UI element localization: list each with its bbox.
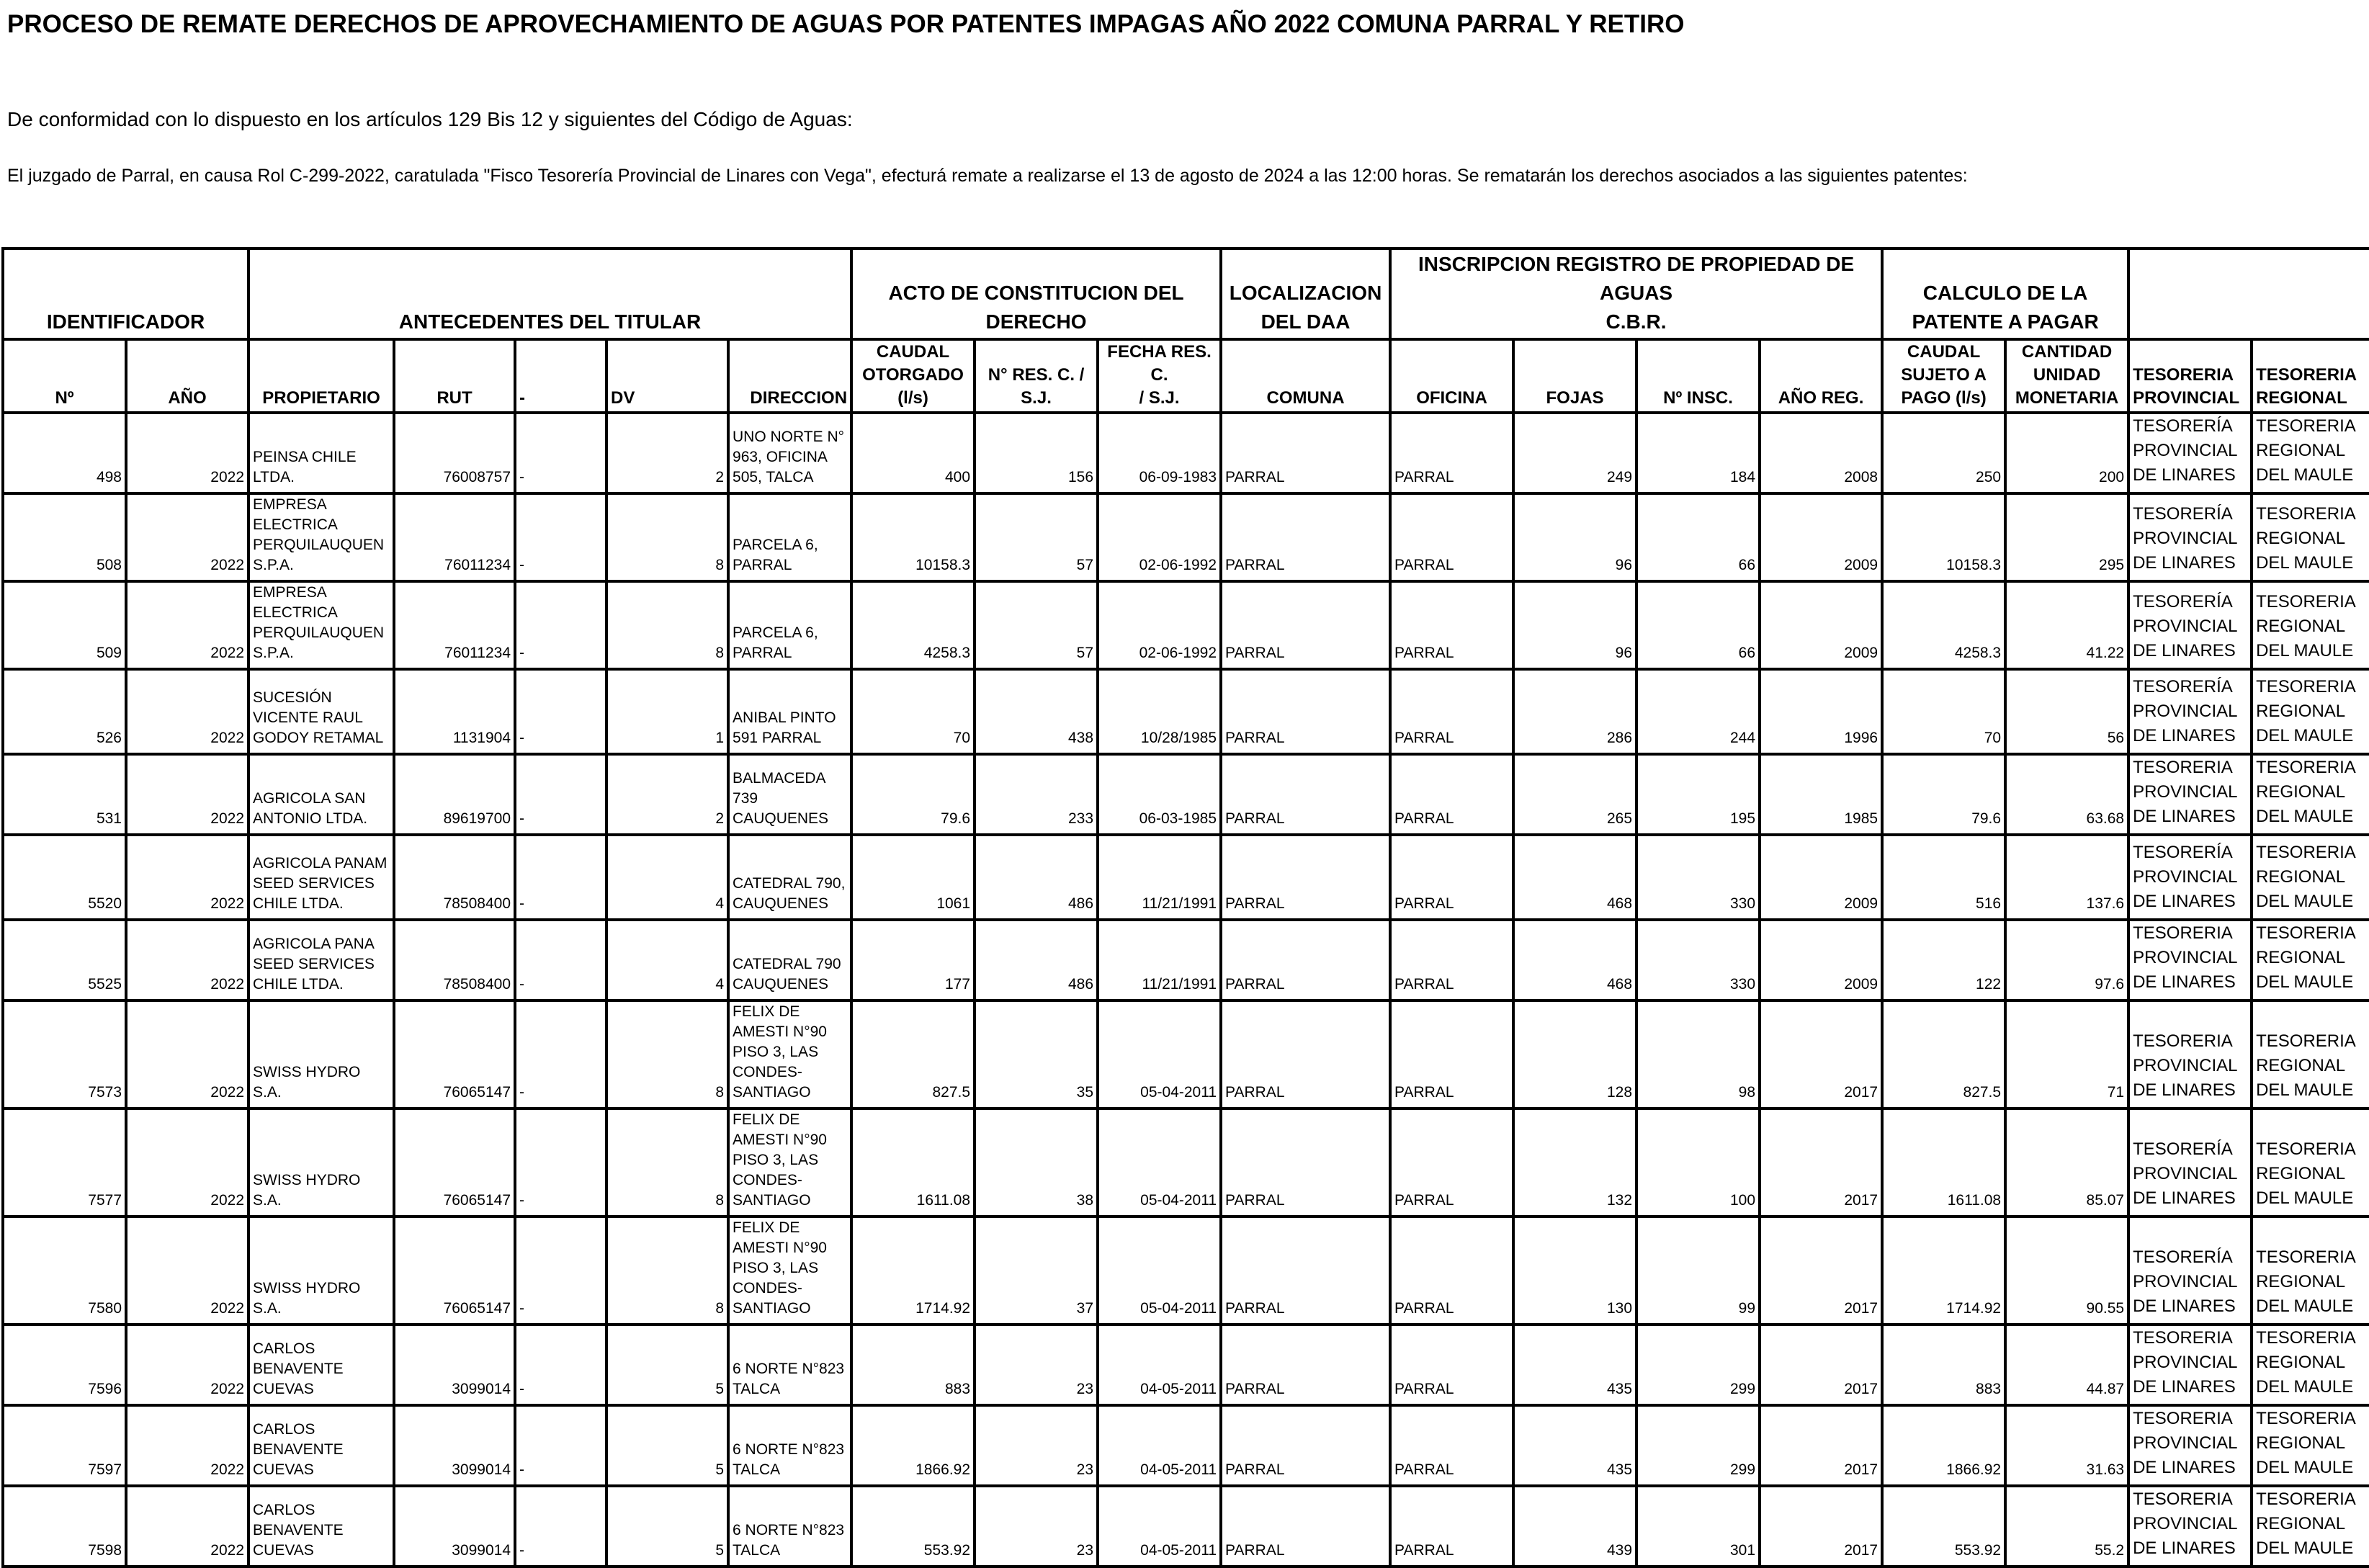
cell-rut: 78508400 — [394, 920, 515, 1000]
cell-res: 23 — [975, 1486, 1098, 1567]
cell-caudal: 1611.08 — [851, 1108, 975, 1217]
cell-oficina: PARRAL — [1390, 1000, 1513, 1108]
cell-tes-prov: TESORERIA PROVINCIAL DE LINARES — [2128, 1405, 2252, 1486]
cell-insc: 184 — [1636, 413, 1760, 493]
cell-sujeto: 10158.3 — [1882, 493, 2005, 581]
cell-numero: 7598 — [3, 1486, 126, 1567]
col-rut: RUT — [394, 339, 515, 413]
cell-numero: 5520 — [3, 835, 126, 920]
cell-caudal: 177 — [851, 920, 975, 1000]
table-row — [3, 1217, 2369, 1325]
cell-tes-prov: TESORERÍA PROVINCIAL DE LINARES — [2128, 1108, 2252, 1217]
cell-insc: 99 — [1636, 1217, 1760, 1325]
table-row — [3, 1325, 2369, 1405]
col-anio-reg: AÑO REG. — [1760, 339, 1882, 413]
cell-cantidad: 31.63 — [2005, 1405, 2128, 1486]
cell-direccion: ANIBAL PINTO 591 PARRAL — [728, 669, 851, 754]
cell-caudal: 827.5 — [851, 1000, 975, 1108]
cell-numero: 508 — [3, 493, 126, 581]
cell-fecha: 04-05-2011 — [1098, 1486, 1221, 1567]
cell-guion: - — [515, 1486, 606, 1567]
cell-fojas: 439 — [1513, 1486, 1636, 1567]
cell-res: 233 — [975, 754, 1098, 835]
cell-fecha: 02-06-1992 — [1098, 493, 1221, 581]
table-body — [3, 413, 2369, 1567]
cell-insc: 100 — [1636, 1108, 1760, 1217]
cell-cantidad: 200 — [2005, 413, 2128, 493]
cell-insc: 66 — [1636, 493, 1760, 581]
cell-oficina: PARRAL — [1390, 413, 1513, 493]
cell-anio-reg: 2017 — [1760, 1217, 1882, 1325]
cell-cantidad: 71 — [2005, 1000, 2128, 1108]
cell-sujeto: 827.5 — [1882, 1000, 2005, 1108]
cell-anio-reg: 2008 — [1760, 413, 1882, 493]
cell-tes-reg: TESORERIA REGIONAL DEL MAULE — [2252, 835, 2369, 920]
cell-rut: 76008757 — [394, 413, 515, 493]
cell-anio: 2022 — [126, 835, 248, 920]
cell-anio: 2022 — [126, 581, 248, 669]
group-inscripcion: INSCRIPCION REGISTRO DE PROPIEDAD DE AGUAS C.B.R. — [1390, 248, 1882, 339]
cell-propietario: SWISS HYDRO S.A. — [248, 1217, 394, 1325]
cell-dv: 2 — [606, 754, 728, 835]
cell-propietario: AGRICOLA SAN ANTONIO LTDA. — [248, 754, 394, 835]
cell-guion: - — [515, 493, 606, 581]
cell-dv: 1 — [606, 669, 728, 754]
cell-rut: 76011234 — [394, 493, 515, 581]
cell-fojas: 96 — [1513, 581, 1636, 669]
col-propietario: PROPIETARIO — [248, 339, 394, 413]
cell-insc: 330 — [1636, 835, 1760, 920]
cell-rut: 76011234 — [394, 581, 515, 669]
cell-guion: - — [515, 581, 606, 669]
cell-oficina: PARRAL — [1390, 581, 1513, 669]
cell-tes-reg: TESORERIA REGIONAL DEL MAULE — [2252, 1325, 2369, 1405]
cell-tes-reg: TESORERIA REGIONAL DEL MAULE — [2252, 581, 2369, 669]
cell-dv: 4 — [606, 835, 728, 920]
table-row — [3, 835, 2369, 920]
cell-fojas: 286 — [1513, 669, 1636, 754]
cell-propietario: EMPRESA ELECTRICA PERQUILAUQUEN S.P.A. — [248, 581, 394, 669]
cell-anio-reg: 2017 — [1760, 1405, 1882, 1486]
cell-direccion: PARCELA 6, PARRAL — [728, 581, 851, 669]
group-acto-constitucion: ACTO DE CONSTITUCION DEL DERECHO — [851, 248, 1221, 339]
cell-cantidad: 63.68 — [2005, 754, 2128, 835]
cell-sujeto: 516 — [1882, 835, 2005, 920]
cell-direccion: FELIX DE AMESTI N°90 PISO 3, LAS CONDES-SANTIAGO — [728, 1108, 851, 1217]
cell-res: 35 — [975, 1000, 1098, 1108]
cell-res: 438 — [975, 669, 1098, 754]
intro-paragraph: De conformidad con lo dispuesto en los artículos 129 Bis 12 y siguientes del Código de Aguas: — [7, 108, 853, 130]
table-row — [3, 581, 2369, 669]
cell-tes-prov: TESORERÍA PROVINCIAL DE LINARES — [2128, 669, 2252, 754]
cell-guion: - — [515, 669, 606, 754]
col-insc: Nº INSC. — [1636, 339, 1760, 413]
col-anio: AÑO — [126, 339, 248, 413]
cell-direccion: 6 NORTE N°823 TALCA — [728, 1325, 851, 1405]
cell-dv: 8 — [606, 1000, 728, 1108]
cell-dv: 8 — [606, 581, 728, 669]
cell-rut: 3099014 — [394, 1486, 515, 1567]
cell-comuna: PARRAL — [1221, 1405, 1390, 1486]
col-comuna: COMUNA — [1221, 339, 1390, 413]
cell-caudal: 10158.3 — [851, 493, 975, 581]
cell-guion: - — [515, 1325, 606, 1405]
cell-propietario: PEINSA CHILE LTDA. — [248, 413, 394, 493]
cell-dv: 5 — [606, 1405, 728, 1486]
col-tesoreria-provincial: TESORERIA PROVINCIAL — [2128, 339, 2252, 413]
cell-fecha: 05-04-2011 — [1098, 1108, 1221, 1217]
cell-anio: 2022 — [126, 1108, 248, 1217]
cell-tes-prov: TESORERIA PROVINCIAL DE LINARES — [2128, 1486, 2252, 1567]
cell-oficina: PARRAL — [1390, 493, 1513, 581]
group-localizacion: LOCALIZACION DEL DAA — [1221, 248, 1390, 339]
cell-dv: 8 — [606, 493, 728, 581]
table-row — [3, 1405, 2369, 1486]
cell-oficina: PARRAL — [1390, 754, 1513, 835]
col-fojas: FOJAS — [1513, 339, 1636, 413]
col-numero: Nº — [3, 339, 126, 413]
cell-fojas: 249 — [1513, 413, 1636, 493]
cell-rut: 76065147 — [394, 1217, 515, 1325]
cell-caudal: 1714.92 — [851, 1217, 975, 1325]
cell-res: 57 — [975, 493, 1098, 581]
cell-rut: 78508400 — [394, 835, 515, 920]
cell-fojas: 435 — [1513, 1325, 1636, 1405]
header-column-row — [3, 339, 2369, 413]
table-row — [3, 413, 2369, 493]
cell-guion: - — [515, 1000, 606, 1108]
cell-direccion: BALMACEDA 739 CAUQUENES — [728, 754, 851, 835]
cell-cantidad: 137.6 — [2005, 835, 2128, 920]
cell-sujeto: 250 — [1882, 413, 2005, 493]
cell-guion: - — [515, 835, 606, 920]
cell-numero: 531 — [3, 754, 126, 835]
patents-table — [1, 247, 2369, 1568]
col-caudal-otorgado: CAUDAL OTORGADO (l/s) — [851, 339, 975, 413]
cell-caudal: 1866.92 — [851, 1405, 975, 1486]
cell-rut: 3099014 — [394, 1405, 515, 1486]
cell-cantidad: 97.6 — [2005, 920, 2128, 1000]
table-row — [3, 754, 2369, 835]
cell-rut: 89619700 — [394, 754, 515, 835]
cell-guion: - — [515, 1108, 606, 1217]
cell-guion: - — [515, 413, 606, 493]
cell-sujeto: 4258.3 — [1882, 581, 2005, 669]
cell-res: 23 — [975, 1405, 1098, 1486]
cell-numero: 7596 — [3, 1325, 126, 1405]
cell-tes-prov: TESORERÍA PROVINCIAL DE LINARES — [2128, 835, 2252, 920]
cell-fojas: 128 — [1513, 1000, 1636, 1108]
cell-cantidad: 295 — [2005, 493, 2128, 581]
cell-sujeto: 1611.08 — [1882, 1108, 2005, 1217]
cell-comuna: PARRAL — [1221, 1217, 1390, 1325]
cell-caudal: 70 — [851, 669, 975, 754]
cell-insc: 195 — [1636, 754, 1760, 835]
col-direccion: DIRECCION — [728, 339, 851, 413]
cell-anio-reg: 1985 — [1760, 754, 1882, 835]
cell-tes-reg: TESORERIA REGIONAL DEL MAULE — [2252, 1108, 2369, 1217]
cell-anio-reg: 2017 — [1760, 1486, 1882, 1567]
cell-tes-reg: TESORERIA REGIONAL DEL MAULE — [2252, 669, 2369, 754]
cell-res: 57 — [975, 581, 1098, 669]
cell-comuna: PARRAL — [1221, 920, 1390, 1000]
table-row — [3, 1108, 2369, 1217]
cell-propietario: EMPRESA ELECTRICA PERQUILAUQUEN S.P.A. — [248, 493, 394, 581]
col-oficina: OFICINA — [1390, 339, 1513, 413]
cell-numero: 7577 — [3, 1108, 126, 1217]
cell-rut: 76065147 — [394, 1108, 515, 1217]
cell-tes-prov: TESORERÍA PROVINCIAL DE LINARES — [2128, 493, 2252, 581]
cell-fecha: 11/21/1991 — [1098, 920, 1221, 1000]
table-row — [3, 920, 2369, 1000]
cell-anio-reg: 2017 — [1760, 1108, 1882, 1217]
cell-dv: 8 — [606, 1108, 728, 1217]
cell-direccion: 6 NORTE N°823 TALCA — [728, 1405, 851, 1486]
cell-fojas: 96 — [1513, 493, 1636, 581]
cell-tes-reg: TESORERIA REGIONAL DEL MAULE — [2252, 920, 2369, 1000]
cell-tes-reg: TESORERIA REGIONAL DEL MAULE — [2252, 493, 2369, 581]
cell-oficina: PARRAL — [1390, 920, 1513, 1000]
cell-tes-reg: TESORERIA REGIONAL DEL MAULE — [2252, 1405, 2369, 1486]
cell-oficina: PARRAL — [1390, 835, 1513, 920]
cell-anio-reg: 2009 — [1760, 581, 1882, 669]
cell-rut: 76065147 — [394, 1000, 515, 1108]
cell-cantidad: 41.22 — [2005, 581, 2128, 669]
cell-tes-reg: TESORERIA REGIONAL DEL MAULE — [2252, 1000, 2369, 1108]
cell-oficina: PARRAL — [1390, 1486, 1513, 1567]
cell-propietario: AGRICOLA PANAM SEED SERVICES CHILE LTDA. — [248, 835, 394, 920]
cell-tes-prov: TESORERIA PROVINCIAL DE LINARES — [2128, 1000, 2252, 1108]
cell-comuna: PARRAL — [1221, 1486, 1390, 1567]
cell-direccion: CATEDRAL 790, CAUQUENES — [728, 835, 851, 920]
cell-sujeto: 553.92 — [1882, 1486, 2005, 1567]
cell-tes-prov: TESORERÍA PROVINCIAL DE LINARES — [2128, 581, 2252, 669]
cell-numero: 526 — [3, 669, 126, 754]
cell-tes-prov: TESORERIA PROVINCIAL DE LINARES — [2128, 1325, 2252, 1405]
cell-numero: 7597 — [3, 1405, 126, 1486]
cell-res: 23 — [975, 1325, 1098, 1405]
cell-guion: - — [515, 754, 606, 835]
cell-tes-reg: TESORERIA REGIONAL DEL MAULE — [2252, 413, 2369, 493]
table-row — [3, 493, 2369, 581]
cell-fojas: 130 — [1513, 1217, 1636, 1325]
cell-anio: 2022 — [126, 1405, 248, 1486]
cell-anio: 2022 — [126, 754, 248, 835]
cell-comuna: PARRAL — [1221, 493, 1390, 581]
cell-anio-reg: 2009 — [1760, 920, 1882, 1000]
cell-insc: 299 — [1636, 1405, 1760, 1486]
cell-dv: 8 — [606, 1217, 728, 1325]
cell-anio: 2022 — [126, 669, 248, 754]
group-tesoreria-empty — [2128, 248, 2369, 339]
table-row — [3, 1000, 2369, 1108]
cell-direccion: 6 NORTE N°823 TALCA — [728, 1486, 851, 1567]
header-group-row — [3, 248, 2369, 339]
cell-anio-reg: 2017 — [1760, 1325, 1882, 1405]
cell-caudal: 553.92 — [851, 1486, 975, 1567]
cell-direccion: PARCELA 6, PARRAL — [728, 493, 851, 581]
cell-cantidad: 44.87 — [2005, 1325, 2128, 1405]
col-tesoreria-regional: TESORERIA REGIONAL — [2252, 339, 2369, 413]
cell-propietario: SUCESIÓN VICENTE RAUL GODOY RETAMAL — [248, 669, 394, 754]
cell-caudal: 400 — [851, 413, 975, 493]
cell-rut: 3099014 — [394, 1325, 515, 1405]
cell-fecha: 02-06-1992 — [1098, 581, 1221, 669]
cell-oficina: PARRAL — [1390, 1108, 1513, 1217]
col-res: N° RES. C. / S.J. — [975, 339, 1098, 413]
cell-dv: 2 — [606, 413, 728, 493]
cell-cantidad: 90.55 — [2005, 1217, 2128, 1325]
group-calculo-patente: CALCULO DE LA PATENTE A PAGAR — [1882, 248, 2128, 339]
cell-numero: 498 — [3, 413, 126, 493]
cell-sujeto: 1866.92 — [1882, 1405, 2005, 1486]
cell-res: 486 — [975, 920, 1098, 1000]
cell-guion: - — [515, 1405, 606, 1486]
cell-caudal: 4258.3 — [851, 581, 975, 669]
cell-dv: 4 — [606, 920, 728, 1000]
col-guion: - — [515, 339, 606, 413]
cell-fecha: 04-05-2011 — [1098, 1405, 1221, 1486]
cell-anio-reg: 1996 — [1760, 669, 1882, 754]
cell-fecha: 05-04-2011 — [1098, 1000, 1221, 1108]
col-caudal-sujeto: CAUDAL SUJETO A PAGO (l/s) — [1882, 339, 2005, 413]
cell-direccion: FELIX DE AMESTI N°90 PISO 3, LAS CONDES-SANTIAGO — [728, 1000, 851, 1108]
cell-fecha: 04-05-2011 — [1098, 1325, 1221, 1405]
cell-cantidad: 85.07 — [2005, 1108, 2128, 1217]
cell-guion: - — [515, 920, 606, 1000]
cell-fecha: 11/21/1991 — [1098, 835, 1221, 920]
cell-fojas: 435 — [1513, 1405, 1636, 1486]
cell-propietario: SWISS HYDRO S.A. — [248, 1000, 394, 1108]
cell-res: 156 — [975, 413, 1098, 493]
cell-numero: 7580 — [3, 1217, 126, 1325]
cell-anio: 2022 — [126, 1325, 248, 1405]
cell-tes-reg: TESORERIA REGIONAL DEL MAULE — [2252, 754, 2369, 835]
cell-comuna: PARRAL — [1221, 1000, 1390, 1108]
cell-comuna: PARRAL — [1221, 1325, 1390, 1405]
cell-oficina: PARRAL — [1390, 1217, 1513, 1325]
cell-insc: 301 — [1636, 1486, 1760, 1567]
col-cantidad-unidad: CANTIDAD UNIDAD MONETARIA — [2005, 339, 2128, 413]
cell-propietario: CARLOS BENAVENTE CUEVAS — [248, 1405, 394, 1486]
cell-caudal: 79.6 — [851, 754, 975, 835]
cell-insc: 244 — [1636, 669, 1760, 754]
cell-res: 38 — [975, 1108, 1098, 1217]
cell-sujeto: 70 — [1882, 669, 2005, 754]
cell-dv: 5 — [606, 1325, 728, 1405]
cell-anio: 2022 — [126, 413, 248, 493]
cell-fojas: 132 — [1513, 1108, 1636, 1217]
cell-anio: 2022 — [126, 1217, 248, 1325]
cell-cantidad: 55.2 — [2005, 1486, 2128, 1567]
cell-fecha: 05-04-2011 — [1098, 1217, 1221, 1325]
cell-anio: 2022 — [126, 1486, 248, 1567]
cell-tes-prov: TESORERÍA PROVINCIAL DE LINARES — [2128, 1217, 2252, 1325]
auction-notice-paragraph: El juzgado de Parral, en causa Rol C-299-2022, caratulada "Fisco Tesorería Provincial de Linares con Vega", efecturá remate a realizarse el 13 de agosto de 2024 a las 12:00 horas. Se rematarán los derechos asociados a las siguientes patentes: — [7, 166, 1968, 186]
cell-oficina: PARRAL — [1390, 669, 1513, 754]
cell-res: 486 — [975, 835, 1098, 920]
cell-fojas: 468 — [1513, 920, 1636, 1000]
cell-sujeto: 883 — [1882, 1325, 2005, 1405]
cell-propietario: AGRICOLA PANA SEED SERVICES CHILE LTDA. — [248, 920, 394, 1000]
cell-comuna: PARRAL — [1221, 581, 1390, 669]
cell-propietario: SWISS HYDRO S.A. — [248, 1108, 394, 1217]
cell-direccion: CATEDRAL 790 CAUQUENES — [728, 920, 851, 1000]
cell-sujeto: 1714.92 — [1882, 1217, 2005, 1325]
cell-fecha: 06-09-1983 — [1098, 413, 1221, 493]
cell-anio-reg: 2009 — [1760, 835, 1882, 920]
cell-oficina: PARRAL — [1390, 1405, 1513, 1486]
cell-tes-reg: TESORERIA REGIONAL DEL MAULE — [2252, 1486, 2369, 1567]
cell-numero: 7573 — [3, 1000, 126, 1108]
cell-anio-reg: 2009 — [1760, 493, 1882, 581]
cell-fojas: 265 — [1513, 754, 1636, 835]
cell-sujeto: 79.6 — [1882, 754, 2005, 835]
document-title: PROCESO DE REMATE DERECHOS DE APROVECHAMIENTO DE AGUAS POR PATENTES IMPAGAS AÑO 2022 COMUNA PARRAL Y RETIRO — [7, 10, 1685, 38]
cell-tes-prov: TESORERIA PROVINCIAL DE LINARES — [2128, 920, 2252, 1000]
cell-numero: 509 — [3, 581, 126, 669]
cell-insc: 66 — [1636, 581, 1760, 669]
col-fecha-res: FECHA RES. C. / S.J. — [1098, 339, 1221, 413]
col-dv: DV — [606, 339, 728, 413]
cell-anio: 2022 — [126, 493, 248, 581]
group-identificador: IDENTIFICADOR — [3, 248, 248, 339]
cell-tes-reg: TESORERIA REGIONAL DEL MAULE — [2252, 1217, 2369, 1325]
cell-rut: 1131904 — [394, 669, 515, 754]
cell-comuna: PARRAL — [1221, 1108, 1390, 1217]
cell-dv: 5 — [606, 1486, 728, 1567]
table-row — [3, 669, 2369, 754]
cell-direccion: FELIX DE AMESTI N°90 PISO 3, LAS CONDES-SANTIAGO — [728, 1217, 851, 1325]
cell-propietario: CARLOS BENAVENTE CUEVAS — [248, 1486, 394, 1567]
cell-comuna: PARRAL — [1221, 669, 1390, 754]
cell-anio: 2022 — [126, 920, 248, 1000]
cell-anio-reg: 2017 — [1760, 1000, 1882, 1108]
cell-sujeto: 122 — [1882, 920, 2005, 1000]
cell-insc: 330 — [1636, 920, 1760, 1000]
cell-fecha: 10/28/1985 — [1098, 669, 1221, 754]
cell-numero: 5525 — [3, 920, 126, 1000]
group-antecedentes: ANTECEDENTES DEL TITULAR — [248, 248, 851, 339]
cell-insc: 98 — [1636, 1000, 1760, 1108]
cell-tes-prov: TESORERÍA PROVINCIAL DE LINARES — [2128, 413, 2252, 493]
cell-fojas: 468 — [1513, 835, 1636, 920]
cell-caudal: 883 — [851, 1325, 975, 1405]
cell-fecha: 06-03-1985 — [1098, 754, 1221, 835]
table-header — [3, 248, 2369, 413]
cell-cantidad: 56 — [2005, 669, 2128, 754]
cell-oficina: PARRAL — [1390, 1325, 1513, 1405]
cell-comuna: PARRAL — [1221, 754, 1390, 835]
cell-res: 37 — [975, 1217, 1098, 1325]
cell-caudal: 1061 — [851, 835, 975, 920]
cell-tes-prov: TESORERIA PROVINCIAL DE LINARES — [2128, 754, 2252, 835]
table-row — [3, 1486, 2369, 1567]
cell-insc: 299 — [1636, 1325, 1760, 1405]
cell-direccion: UNO NORTE N° 963, OFICINA 505, TALCA — [728, 413, 851, 493]
cell-comuna: PARRAL — [1221, 413, 1390, 493]
cell-guion: - — [515, 1217, 606, 1325]
cell-propietario: CARLOS BENAVENTE CUEVAS — [248, 1325, 394, 1405]
cell-comuna: PARRAL — [1221, 835, 1390, 920]
cell-anio: 2022 — [126, 1000, 248, 1108]
